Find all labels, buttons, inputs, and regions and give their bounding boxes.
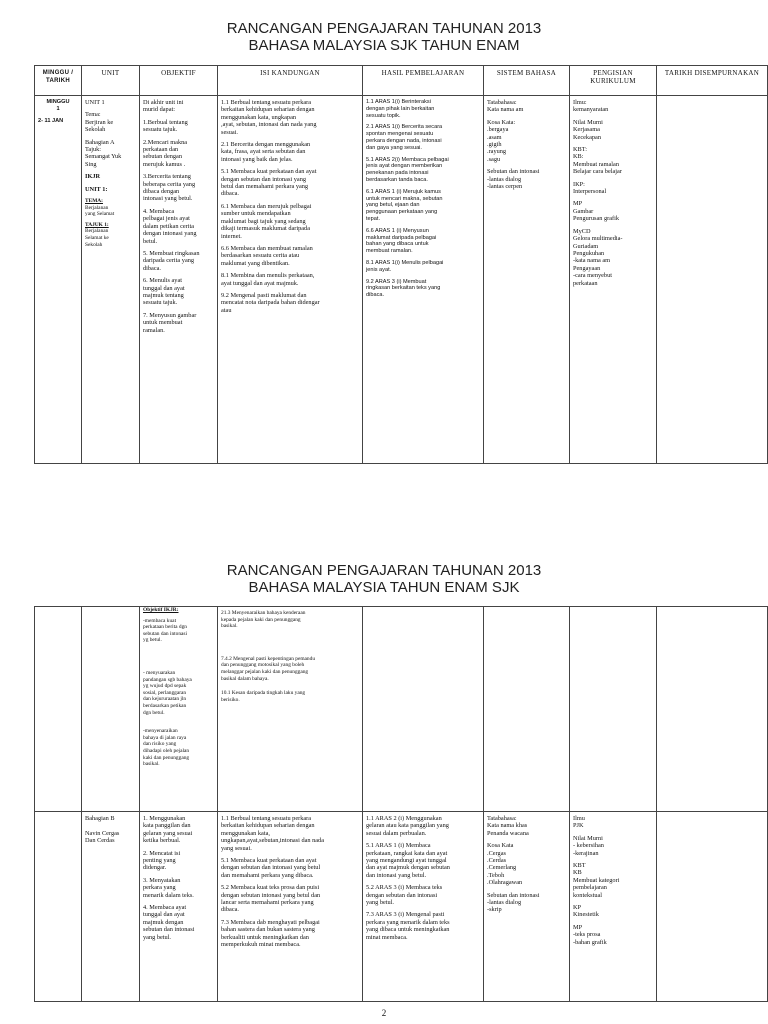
objektif-item: 2.Mencari makna perkataan dan sebutan dengan merujuk kamus .	[143, 138, 188, 168]
hasil-b-item: 1.1 ARAS 2 (i) Menggunakan gelaran atau kata panggilan yang sesuai dalam perbualan.	[366, 815, 449, 837]
pengisian-b-item: MP -teks prosa -bahan grafik	[573, 923, 607, 946]
unit-ikjr-unit: UNIT 1:	[85, 185, 108, 193]
objektif-item: 4. Membaca pelbagai jenis ayat dalam petikan cerita dengan intonasi yang betul.	[143, 207, 197, 245]
lesson-plan-table-1	[34, 65, 768, 464]
unit-ikjr-tema-text: Berjalanan yang Selamat	[85, 204, 115, 218]
hasil-item: 5.1 ARAS 2(i) Membaca pelbagai jenis ayat dengan memberikan penekanan pada intonasi berdasarkan tanda baca.	[366, 156, 449, 183]
isi-item: 1.1 Berbual tentang sesuatu perkara berkaitan kehidupan seharian dengan menggunakan kata, ungkapan ,ayat, sebutan, intonasi dan nada yang sesuai.	[221, 99, 317, 136]
pengisian-item: MyCD Gelora multimedia- Guriadam Pengukuhan -kata nama am Pengayaan -cara menyebut perkataan	[573, 227, 623, 287]
header-unit: UNIT	[82, 66, 140, 96]
pengisian-b-item: KBT KB Membuat kategori pembelajaran kontekstual	[573, 862, 620, 899]
pengisian-ikjr-cell	[570, 607, 657, 812]
isi-b-item: 5.2 Membaca kuat teks prosa dan puisi dengan sebutan intonasi yang betul dan lancar serta memahami perkara yang dibaca.	[221, 884, 321, 914]
objektif-ikjr-title: Objektif IKJR:	[143, 607, 179, 613]
objektif-ikjr-item: -membaca kuat perkataan berita dgn sebutan dan intonasi yg betul.	[143, 617, 188, 644]
isi-item: 2.1 Bercerita dengan menggunakan kata, frasa, ayat serta sebutan dan intonasi yang baik dan jelas.	[221, 141, 311, 163]
hasil-b-item: 5.2 ARAS 3 (i) Membaca teks dengan sebutan dan intonasi yang betul.	[366, 884, 443, 907]
hasil-item: 9.2 ARAS 3 (i) Membuat ringkasan berkaitan teks yang dibaca.	[366, 278, 441, 299]
objektif-item: 3.Bercerita tentang beberapa cerita yang dibaca dengan intonasi yang betul.	[143, 173, 196, 203]
isi-item: 5.1 Membaca kuat perkataan dan ayat dengan sebutan dan intonasi yang betul dan memahami perkara yang dibaca.	[221, 168, 317, 198]
unit-cell-empty	[82, 607, 140, 812]
objektif-b-item: 2. Mencatat isi penting yang didengar.	[143, 849, 181, 872]
sistem-ikjr-cell	[484, 607, 570, 812]
header-sistem-bahasa: SISTEM BAHASA	[484, 66, 570, 96]
isi-item: 8.1 Membina dan menulis perkataan, ayat tunggal dan ayat majmuk.	[221, 272, 315, 287]
unit-cell	[82, 96, 140, 464]
pengisian-item: MP Gambar Pengurusan grafik	[573, 200, 619, 223]
header-objektif: OBJEKTIF	[140, 66, 218, 96]
hasil-b-item: 7.3 ARAS 3 (i) Mengenal pasti perkara yang menarik dalam teks yang dibaca untuk meningkatkan minat membaca.	[366, 911, 450, 941]
header-minggu: MINGGU / TARIKH	[35, 66, 82, 96]
pengisian-item: KBT: KB: Membuat ramalan Belajar cara belajar	[573, 146, 622, 176]
sistem-bahasa-cell	[484, 96, 570, 464]
sistem-b-item: Kosa Kata .Cergas .Cerdas .Cemerlang .Teboh .Olahragawan	[487, 842, 523, 887]
unit-title: UNIT 1	[85, 99, 105, 106]
isi-kandungan-cell	[218, 96, 363, 464]
pengisian-b-item: KP Kinestetik	[573, 904, 599, 919]
objektif-b-cell	[140, 812, 218, 1002]
unit-b-text: Bahagian B Navin Cergas Dan Cerdas	[85, 815, 120, 845]
unit-b-cell	[82, 812, 140, 1002]
isi-ikjr-item: 21.3 Menyenaraikan bahaya kenderaan kepada pejalan kaki dan penunggang basikal.	[221, 610, 306, 630]
pengisian-item: Ilmu: kemanyaratan	[573, 99, 609, 114]
hasil-item: 2.1 ARAS 1(i) Bercerita secara spontan mengenai sesuatu perkara dengan nada, intonasi dan gaya yang sesuai.	[366, 124, 443, 151]
sistem-item: Sebutan dan intonasi -lantas dialog -lantas cerpen	[487, 168, 540, 191]
hasil-b-cell	[363, 812, 484, 1002]
objektif-item: 5. Membuat ringkasan daripada cerita yang dibaca.	[143, 249, 200, 272]
pengisian-b-item: Ilmu PJK	[573, 815, 585, 830]
tarikh-disempurnakan-cell	[657, 96, 768, 464]
unit-ikjr: IKJR	[85, 173, 101, 181]
objektif-item: 7. Menyusun gambar untuk membuat ramalan.	[143, 311, 197, 334]
sistem-b-item: Sebutan dan intonasi -lantas dialog -skrip	[487, 891, 540, 914]
unit-ikjr-tajuk-label: TAJUK 1:	[85, 221, 109, 228]
page-number: 2	[381, 1008, 387, 1018]
minggu-label: MINGGU 1	[46, 99, 70, 112]
pengisian-item: IKP: Interpersonal	[573, 180, 607, 196]
sistem-item: Kosa Kata: .bergaya .asam .gigih .rayung .sagu	[487, 118, 516, 163]
header-isi-kandungan: ISI KANDUNGAN	[218, 66, 363, 96]
minggu-cell-b	[35, 812, 82, 1002]
isi-ikjr-item: 10.1 Kesan daripada tingkah laku yang berisiko.	[221, 690, 306, 703]
isi-b-item: 1.1 Berbual tentang sesuatu perkara berkaitan kehidupan seharian dengan menggunakan kata, ungkapan,ayat,sebutan,intonasi dan nada yang sesuai.	[221, 815, 324, 852]
hasil-item: 8.1 ARAS 1(i) Menulis pelbagai jenis ayat.	[366, 259, 444, 273]
objektif-b-item: 4. Membaca ayat tunggal dan ayat majmuk dengan sebutan dan intonasi yang betul.	[143, 904, 195, 941]
page-title-2: RANCANGAN PENGAJARAN TAHUNAN 2013	[226, 562, 542, 579]
unit-ikjr-tema-label: TEMA:	[85, 198, 103, 205]
unit-ikjr-tajuk-text: Berjalanan Selamat ke Sekolah	[85, 228, 109, 248]
sistem-b-item: Tatabahasa: Kata nama khas Penanda wacana	[487, 815, 529, 837]
page-title-1: RANCANGAN PENGAJARAN TAHUNAN 2013	[226, 20, 542, 37]
hasil-ikjr-cell	[363, 607, 484, 812]
pengisian-b-item: Nilai Murni - kebersihan -kerajinan	[573, 834, 604, 857]
objektif-cell	[140, 96, 218, 464]
isi-b-item: 7.3 Membaca dab menghayati pelbagai bahan sastera dan bukan sastera yang berkualiti untuk meningkatkan dan memperkukuh minat membaca.	[221, 918, 320, 949]
hasil-item: 6.1 ARAS 1 (i) Merujuk kamus untuk mencari makna, sebutan yang betul, ejaan dan penggunaan perkataan yang tepat.	[366, 188, 443, 222]
isi-ikjr-cell	[218, 607, 363, 812]
isi-item: 9.2 Mengenal pasti maklumat dan mencatat nota daripada bahan didengar atau	[221, 291, 320, 314]
page-subtitle-2: BAHASA MALAYSIA TAHUN ENAM SJK	[248, 579, 520, 596]
header-pengisian-kurikulum: PENGISIAN KURIKULUM	[570, 66, 657, 96]
hasil-item: 6.6 ARAS 1 (i) Menyusun maklumat daripada pelbagai bahan yang dibaca untuk membuat ramalan.	[366, 227, 437, 255]
minggu-cell-empty	[35, 607, 82, 812]
hasil-pembelajaran-cell	[363, 96, 484, 464]
unit-tema: Tema: Berjiran ke Sekolah	[85, 111, 114, 134]
objektif-item: 1.Berbual tentang sesuatu tajuk.	[143, 118, 188, 134]
isi-item: 6.6 Membaca dan membuat ramalan berdasarkan sesuatu cerita atau maklumat yang dibentikan.	[221, 244, 313, 267]
isi-b-cell	[218, 812, 363, 1002]
isi-item: 6.1 Membaca dan merujuk pelbagai sumber untuk mendapatkan maklumat bagi tajuk yang sedang dikaji termasuk maklumat daripada internet.	[221, 202, 312, 240]
header-hasil-pembelajaran: HASIL PEMBELAJARAN	[363, 66, 484, 96]
pengisian-kurikulum-cell	[570, 96, 657, 464]
tarikh-b-cell	[657, 812, 768, 1002]
objektif-ikjr-item: - menyuarakan pandangan sgb bahaya yg wujud dpd sepak sosial, perlanggaran dan kejururaatan jln berdasarkan petikan dgn betul.	[143, 669, 192, 716]
objektif-ikjr-item: -menyenaraikan bahaya di jalan raya dan risiko yang dihadapi oleh pejalan kaki dan penunggang basikal.	[143, 728, 190, 768]
pengisian-b-cell	[570, 812, 657, 1002]
sistem-b-cell	[484, 812, 570, 1002]
pengisian-item: Nilai Murni Kerjasama Kecekapan	[573, 118, 603, 141]
objektif-item: Di akhir unit ini murid dapat:	[143, 99, 184, 114]
tarikh-ikjr-cell	[657, 607, 768, 812]
hasil-b-item: 5.1 ARAS 1 (i) Membaca perkataan, rangkai kata dan ayat yang mengandungi ayat tunggal dan ayat majmuk dengan sebutan dan intonasi yang betul.	[366, 842, 450, 879]
objektif-ikjr-cell	[140, 607, 218, 812]
unit-bahagian: Bahagian A Tajuk: Semangat Yuk Sing	[85, 138, 122, 168]
objektif-b-item: 3. Menyatakan perkara yang menarik dalam teks.	[143, 876, 194, 899]
objektif-b-item: 1. Menggunakan kata panggilan dan gelaran yang sesuai ketika berbual.	[143, 815, 193, 845]
lesson-plan-table-2	[34, 606, 768, 1002]
isi-ikjr-item: 7.4.2 Mengenal pasti kepentingan pemandu dan penunggang motosikal yang boleh melanggar pejalan kaki dan penunggang basikal dalam bahaya.	[221, 655, 316, 682]
header-tarikh-disempurnakan: TARIKH DISEMPURNAKAN	[657, 66, 768, 96]
isi-b-item: 5.1 Membaca kuat perkataan dan ayat dengan sebutan dan intonasi yang betul dan memahami perkara yang dibaca.	[221, 857, 321, 879]
sistem-item: Tatabahasa: Kata nama am	[487, 99, 524, 114]
page-subtitle-1: BAHASA MALAYSIA SJK TAHUN ENAM	[248, 37, 520, 54]
minggu-cell	[35, 96, 82, 464]
objektif-item: 6. Menulis ayat tunggal dan ayat majmuk tentang sesuatu tajuk.	[143, 277, 185, 307]
hasil-item: 1.1 ARAS 1(i) Berinteraksi dengan pihak lain berkaitan sesuatu topik.	[366, 99, 435, 119]
tarikh-label: 2- 11 JAN	[38, 117, 64, 124]
